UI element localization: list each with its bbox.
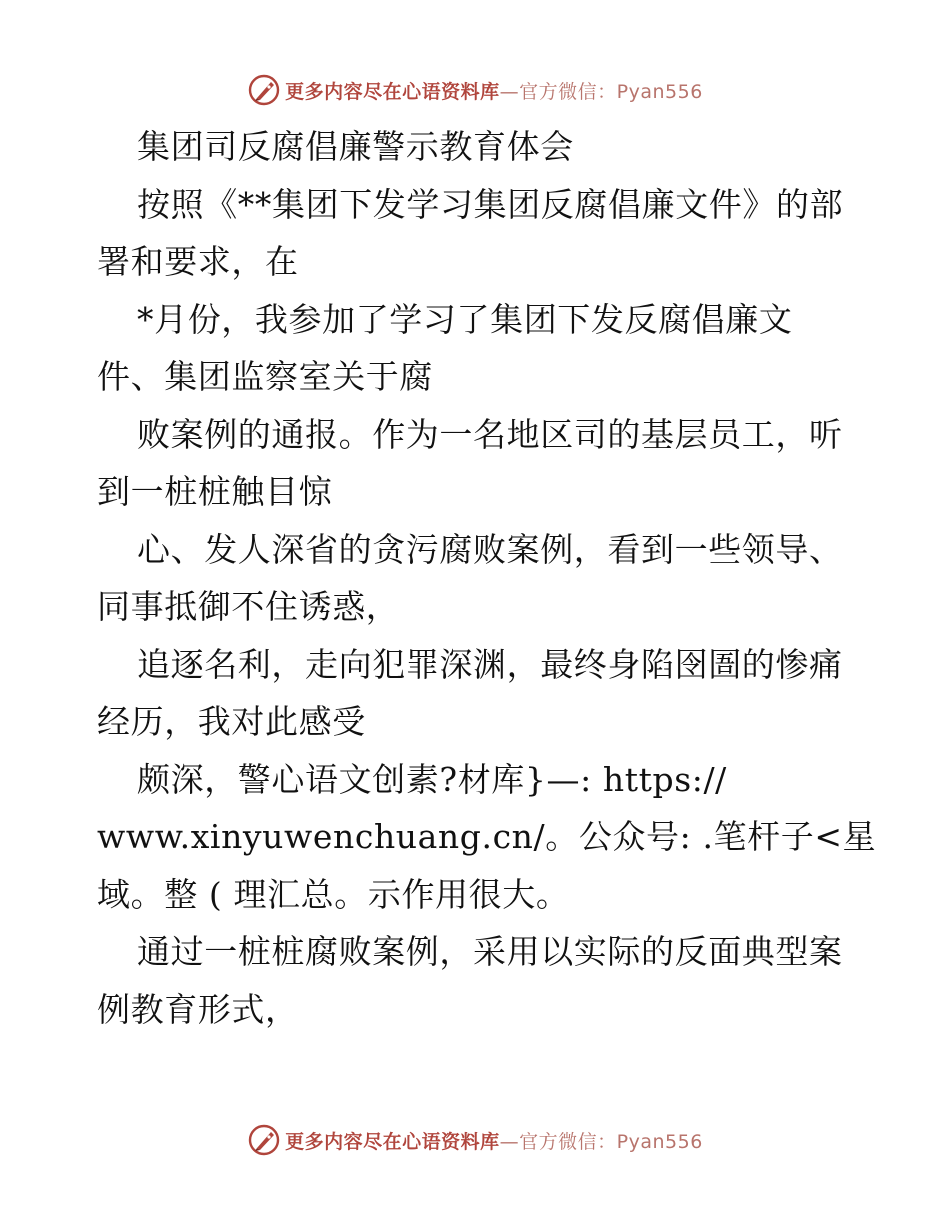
paragraph-line: 追逐名利，走向犯罪深渊，最终身陷囹圄的惨痛: [137, 644, 843, 684]
paragraph-line: 按照《**集团下发学习集团反腐倡廉文件》的部: [137, 184, 844, 224]
paragraph-line: 通过一桩桩腐败案例，采用以实际的反面典型案: [137, 932, 843, 971]
pen-nib-logo-icon: [247, 1123, 281, 1157]
paragraph-line: 件、集团监察室关于腐: [97, 357, 433, 396]
paragraph-line: 经历，我对此感受: [97, 702, 366, 741]
paragraph-line: 败案例的通报。作为一名地区司的基层员工，听: [137, 414, 843, 454]
footer-banner-brand: 更多内容尽在心语资料库: [285, 1130, 500, 1153]
header-banner-contact: —官方微信：Pyan556: [499, 80, 703, 103]
pen-nib-logo-icon: [247, 73, 281, 107]
footer-banner-contact: —官方微信：Pyan556: [499, 1130, 703, 1153]
paragraph-line: 域。整 ( 理汇总。示作用很大。: [97, 874, 570, 914]
paragraph-line: *月份，我参加了学习了集团下发反腐倡廉文: [137, 299, 793, 339]
header-banner-brand: 更多内容尽在心语资料库: [285, 80, 500, 103]
document-title: 集团司反腐倡廉警示教育体会: [137, 127, 574, 166]
header-banner: [0, 70, 950, 110]
paragraph-line: 署和要求，在: [97, 242, 299, 281]
paragraph-line: 到一桩桩触目惊: [97, 472, 333, 511]
document-body: [97, 118, 877, 1038]
footer-banner: [0, 1120, 950, 1160]
paragraph-line: 同事抵御不住诱惑，: [97, 587, 400, 626]
paragraph-line: 心、发人深省的贪污腐败案例，看到一些领导、: [137, 529, 843, 569]
paragraph-line: www.xinyuwenchuang.cn/。公众号: .笔杆子<星: [97, 817, 877, 856]
paragraph-line: 颇深，警心语文创素?材库}—: https://: [137, 759, 727, 799]
paragraph-line: 例教育形式，: [97, 989, 299, 1029]
